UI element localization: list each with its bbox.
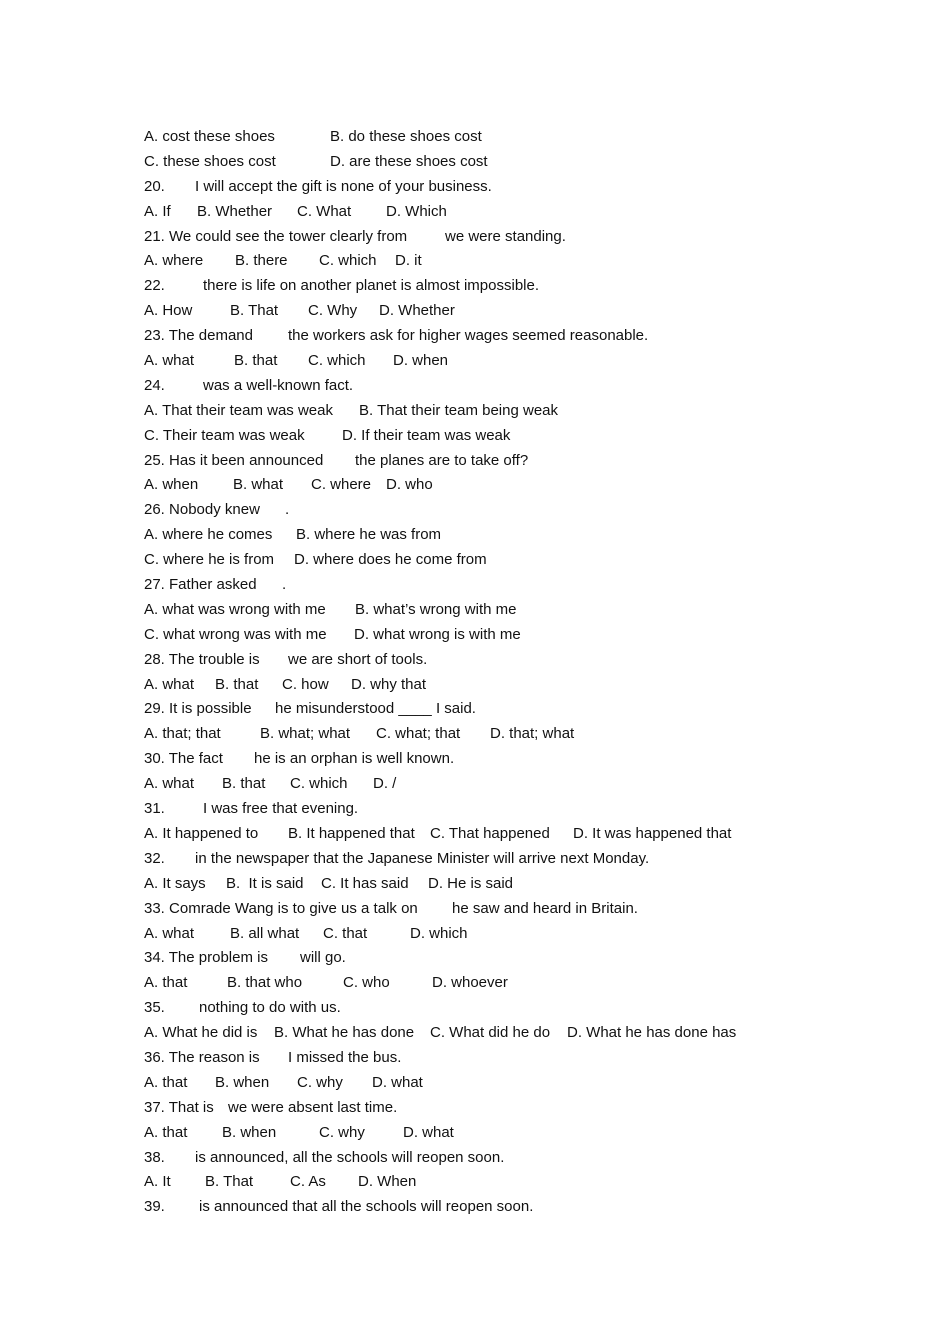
question-number: 31. [144,800,165,818]
question-line [144,374,804,399]
option: D. It was happened that [573,824,732,842]
question-line [144,996,804,1021]
option: B. what’s wrong with me [355,600,517,618]
option: A. what was wrong with me [144,600,326,618]
question-number: 24. [144,376,165,394]
option: D. are these shoes cost [330,152,488,170]
options-line [144,473,804,498]
option: A. that [144,1123,188,1141]
options-line [144,1071,804,1096]
options-line [144,150,804,175]
options-line [144,200,804,225]
option: D. why that [351,675,427,693]
option: D. what wrong is with me [354,625,521,643]
question-text: the workers ask for higher wages seemed reasonable. [288,327,649,345]
option: C. That happened [430,824,550,842]
option: D. what [372,1073,423,1091]
question-text: 34. The problem is [144,949,268,967]
question-text: the planes are to take off? [355,451,529,469]
question-line [144,573,804,598]
option: C. Their team was weak [144,426,305,444]
question-text: is announced, all the schools will reopen soon. [195,1148,505,1166]
question-text: 36. The reason is [144,1048,260,1066]
options-line [144,598,804,623]
option: C. which [290,775,348,793]
options-line [144,424,804,449]
option: B. It happened that [288,824,415,842]
question-text: 25. Has it been announced [144,451,324,469]
option: B. do these shoes cost [330,128,482,145]
option: D. If their team was weak [342,426,511,444]
question-text: 29. It is possible [144,700,252,718]
question-text: we were standing. [445,227,566,245]
question-number: 35. [144,999,165,1017]
option: B. where he was from [296,526,442,544]
option: B. What he has done [274,1024,415,1042]
option: B. That [230,302,279,320]
question-line [144,274,804,299]
question-line [144,1046,804,1071]
option: D. / [373,775,397,793]
question-line [144,1096,804,1121]
option: C. As [290,1173,326,1191]
question-text: 26. Nobody knew [144,501,260,519]
option: D. what [403,1123,454,1141]
question-number: 39. [144,1198,165,1216]
question-line [144,697,804,722]
options-line [144,822,804,847]
option: A. what [144,924,195,942]
question-line [144,897,804,922]
option: A. cost these shoes [144,128,275,145]
question-text: there is life on another planet is almost impossible. [203,277,540,295]
question-text: we are short of tools. [288,650,428,668]
option: C. these shoes cost [144,152,276,170]
option: A. If [144,202,171,220]
options-line [144,623,804,648]
question-text: in the newspaper that the Japanese Minister will arrive next Monday. [195,849,650,867]
option: D. What he has done has [567,1024,737,1042]
option: A. It says [144,874,206,892]
question-text: 33. Comrade Wang is to give us a talk on [144,899,418,917]
option: A. what [144,352,195,370]
question-line [144,175,804,200]
option: D. which [410,924,468,942]
option: C. why [297,1073,343,1091]
option: A. what [144,775,195,793]
options-line [144,249,804,274]
option: C. who [343,974,390,992]
option: C. what; that [376,725,461,743]
option: D. Whether [379,302,455,320]
option: C. that [323,924,368,942]
question-number: 38. [144,1148,165,1166]
options-line [144,971,804,996]
options-line [144,1121,804,1146]
options-line [144,673,804,698]
option: C. which [319,252,377,270]
option: C. What did he do [430,1024,551,1042]
option: D. When [358,1173,417,1191]
options-line [144,125,804,150]
options-line [144,1170,804,1195]
option: D. when [393,352,449,370]
question-line [144,498,804,523]
question-text: will go. [300,949,346,967]
question-text: I will accept the gift is none of your business. [195,177,492,195]
option: A. That their team was weak [144,401,333,419]
option: D. Which [386,202,447,220]
question-text: 21. We could see the tower clearly from [144,227,408,245]
question-line [144,797,804,822]
option: A. where [144,252,204,270]
question-text: 23. The demand [144,327,253,345]
question-text: 27. Father asked [144,576,257,594]
question-text: he saw and heard in Britain. [452,899,638,917]
option: B. That their team being weak [359,401,558,419]
question-text: we were absent last time. [228,1098,398,1116]
options-line [144,299,804,324]
option: C. It has said [321,874,409,892]
option: D. it [395,252,422,270]
question-text: was a well-known fact. [203,376,354,394]
question-line [144,324,804,349]
option: A. that; that [144,725,221,743]
option: B. that who [227,974,303,992]
question-line [144,449,804,474]
option: C. where [311,476,372,494]
question-line [144,747,804,772]
question-text: 30. The fact [144,750,223,768]
question-text: . [285,501,290,519]
option: B. when [222,1123,277,1141]
option: D. who [386,476,433,494]
option: A. It [144,1173,171,1191]
option: A. What he did is [144,1024,258,1042]
option: A. what [144,675,195,693]
option: B. that [222,775,266,793]
option: A. that [144,974,188,992]
question-text: I missed the bus. [288,1048,402,1066]
question-number: 22. [144,277,165,295]
option: C. why [319,1123,365,1141]
question-text: I was free that evening. [203,800,359,818]
question-line [144,648,804,673]
question-line [144,1146,804,1171]
option: A. How [144,302,193,320]
options-line [144,1021,804,1046]
option: B. that [215,675,259,693]
option: C. how [282,675,329,693]
option: B. It is said [226,874,304,892]
option: A. where he comes [144,526,273,544]
question-text: . [282,576,287,594]
question-line [144,847,804,872]
option: B. That [205,1173,254,1191]
option: C. which [308,352,366,370]
option: B. that [234,352,278,370]
option: B. there [235,252,288,270]
option: B. all what [230,924,300,942]
question-text: he is an orphan is well known. [254,750,455,768]
question-list [144,125,804,1220]
options-line [144,399,804,424]
question-text: is announced that all the schools will reopen soon. [199,1198,534,1216]
question-text: 37. That is [144,1098,214,1116]
options-line [144,523,804,548]
option: A. It happened to [144,824,259,842]
question-number: 32. [144,849,165,867]
option: A. that [144,1073,188,1091]
options-line [144,922,804,947]
question-text: nothing to do with us. [199,999,341,1017]
question-line [144,225,804,250]
option: C. What [297,202,352,220]
question-number: 20. [144,177,165,195]
option: D. whoever [432,974,508,992]
options-line [144,772,804,797]
options-line [144,548,804,573]
question-text: 28. The trouble is [144,650,260,668]
option: A. when [144,476,199,494]
option: B. what [233,476,284,494]
option: D. He is said [428,874,514,892]
question-line [144,946,804,971]
option: B. when [215,1073,270,1091]
option: B. Whether [197,202,273,220]
question-line [144,1195,804,1220]
option: C. Why [308,302,358,320]
options-line [144,872,804,897]
option: B. what; what [260,725,351,743]
options-line [144,722,804,747]
options-line [144,349,804,374]
question-text: he misunderstood ____ I said. [275,700,476,718]
option: C. what wrong was with me [144,625,327,643]
option: C. where he is from [144,551,275,569]
option: D. that; what [490,725,575,743]
option: D. where does he come from [294,551,487,569]
